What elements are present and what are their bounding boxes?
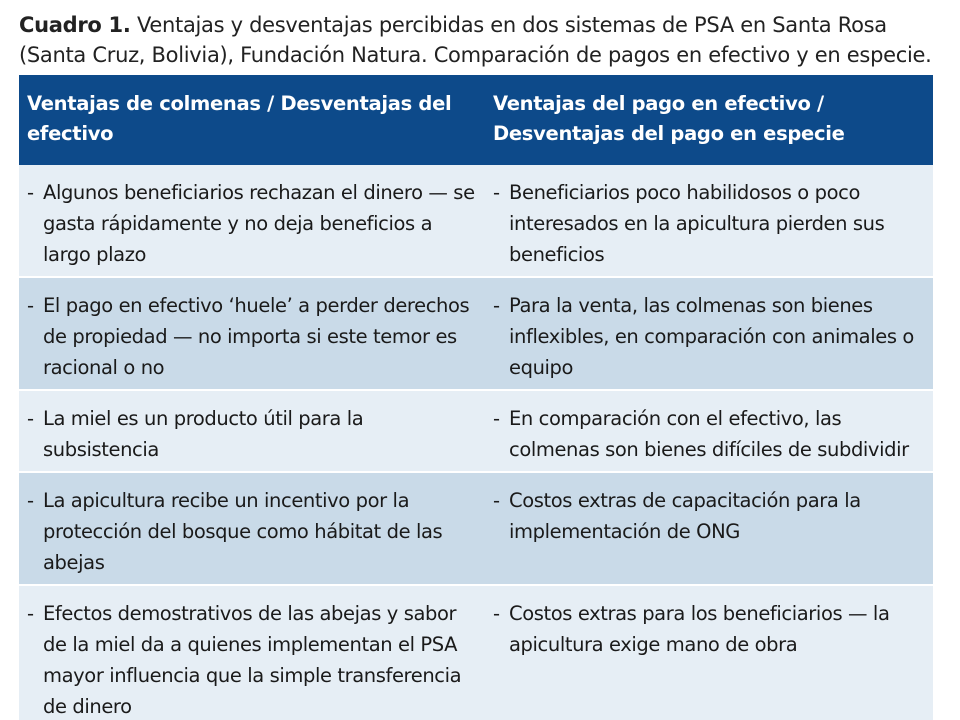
table-cell <box>19 472 485 585</box>
bullet-dash: - <box>27 181 34 204</box>
cell-text: Beneficiarios poco habilidosos o poco interesados en la apicultura pierden sus beneficios <box>509 181 885 266</box>
table-caption <box>19 10 939 70</box>
table-cell <box>485 277 933 390</box>
caption-label: Cuadro 1. <box>19 13 131 37</box>
bullet-dash: - <box>493 407 500 430</box>
table-row <box>19 390 933 472</box>
cell-text: El pago en efectivo ‘huele’ a perder derechos de propiedad — no importa si este temor es racional o no <box>43 294 470 379</box>
header-beehives-advantages: Ventajas de colmenas / Desventajas del efectivo <box>19 75 485 165</box>
comparison-table <box>19 75 933 720</box>
cell-text: Algunos beneficiarios rechazan el dinero — se gasta rápidamente y no deja beneficios a largo plazo <box>43 181 475 266</box>
table-cell <box>19 165 485 277</box>
table-row <box>19 585 933 720</box>
table-header-row <box>19 75 933 165</box>
table-cell <box>485 585 933 720</box>
bullet-dash: - <box>493 489 500 512</box>
cell-text: En comparación con el efectivo, las colmenas son bienes difíciles de subdividir <box>509 407 909 461</box>
cell-text: Costos extras para los beneficiarios — la apicultura exige mano de obra <box>509 602 890 656</box>
bullet-dash: - <box>27 407 34 430</box>
table-cell <box>485 165 933 277</box>
table-cell <box>485 390 933 472</box>
table-cell <box>19 390 485 472</box>
cell-text: Efectos demostrativos de las abejas y sabor de la miel da a quienes implementan el PSA mayor influencia que la simple transferencia de dinero <box>43 602 462 718</box>
cell-text: La apicultura recibe un incentivo por la protección del bosque como hábitat de las abejas <box>43 489 443 574</box>
table-cell <box>485 472 933 585</box>
header-cash-advantages: Ventajas del pago en efectivo / Desventajas del pago en especie <box>485 75 933 165</box>
bullet-dash: - <box>27 602 34 625</box>
table-cell <box>19 277 485 390</box>
cell-text: Para la venta, las colmenas son bienes inflexibles, en comparación con animales o equipo <box>509 294 914 379</box>
bullet-dash: - <box>493 294 500 317</box>
table-cell <box>19 585 485 720</box>
table-row <box>19 277 933 390</box>
bullet-dash: - <box>493 602 500 625</box>
bullet-dash: - <box>493 181 500 204</box>
cell-text: Costos extras de capacitación para la implementación de ONG <box>509 489 861 543</box>
caption-text: Ventajas y desventajas percibidas en dos sistemas de PSA en Santa Rosa (Santa Cruz, Bolivia), Fundación Natura. Comparación de pagos en efectivo y en especie. <box>19 13 932 67</box>
cell-text: La miel es un producto útil para la subsistencia <box>43 407 364 461</box>
bullet-dash: - <box>27 294 34 317</box>
bullet-dash: - <box>27 489 34 512</box>
table-row <box>19 165 933 277</box>
table-row <box>19 472 933 585</box>
